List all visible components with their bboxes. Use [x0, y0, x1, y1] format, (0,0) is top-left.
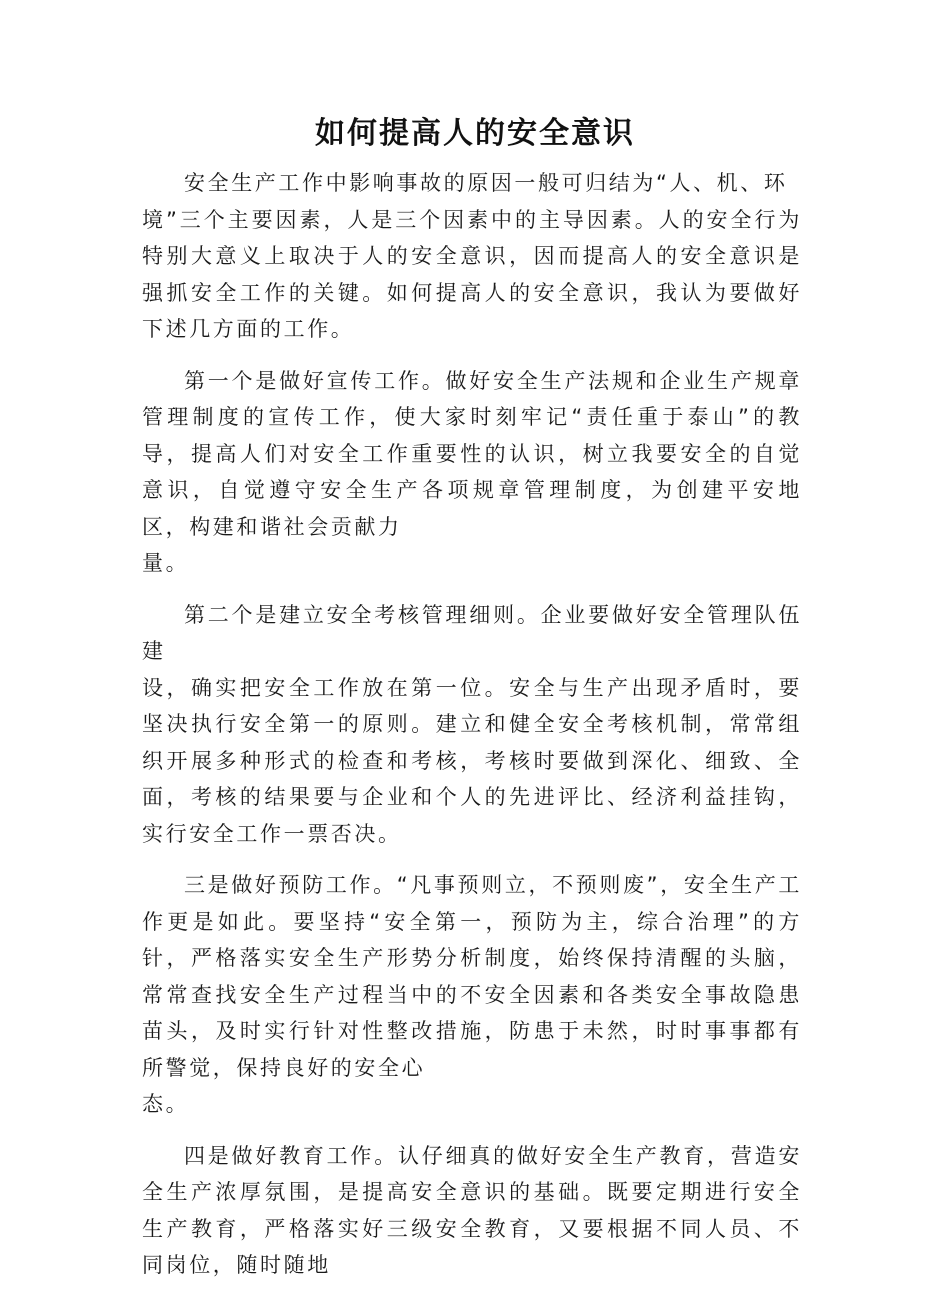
document-body — [142, 165, 802, 1299]
paragraph-assessment: 第二个是建立安全考核管理细则。企业要做好安全管理队伍建 设，确实把安全工作放在第一位。安全与生产出现矛盾时，要坚决执行安全第一的原则。建立和健全安全考核机制，常常组织开展多种形式的检查和考核，考核时要做到深化、细致、全面，考核的结果要与企业和个人的先进评比、经济利益挂钩，实行安全工作一票否决。 — [142, 602, 802, 846]
paragraph-publicity: 第一个是做好宣传工作。做好安全生产法规和企业生产规章管理制度的宣传工作，使大家时刻牢记“责任重于泰山”的教导，提高人们对安全工作重要性的认识，树立我要安全的自觉意识，自觉遵守安全生产各项规章管理制度，为创建平安地区，构建和谐社会贡献力 量。 — [142, 368, 802, 575]
paragraph-intro: 安全生产工作中影响事故的原因一般可归结为“人、机、环 境”三个主要因素，人是三个因素中的主导因素。人的安全行为特别大意义上取决于人的安全意识，因而提高人的安全意识是强抓安全工作的关键。如何提高人的安全意识，我认为要做好下述几方面的工作。 — [142, 171, 802, 341]
paragraph-education: 四是做好教育工作。认仔细真的做好安全生产教育，营造安全生产浓厚氛围，是提高安全意识的基础。既要定期进行安全生产教育，严格落实好三级安全教育，又要根据不同人员、不同岗位，随时随地 — [142, 1143, 802, 1277]
document-title: 如何提高人的安全意识 — [315, 116, 635, 151]
paragraph-prevention: 三是做好预防工作。“凡事预则立，不预则废”，安全生产工作更是如此。要坚持“安全第一，预防为主，综合治理”的方针，严格落实安全生产形势分析制度，始终保持清醒的头脑，常常查找安全生产过程当中的不安全因素和各类安全事故隐患苗头，及时实行针对性整改措施，防患于未然，时时事事都有所警觉，保持良好的安全心 态。 — [142, 873, 802, 1116]
